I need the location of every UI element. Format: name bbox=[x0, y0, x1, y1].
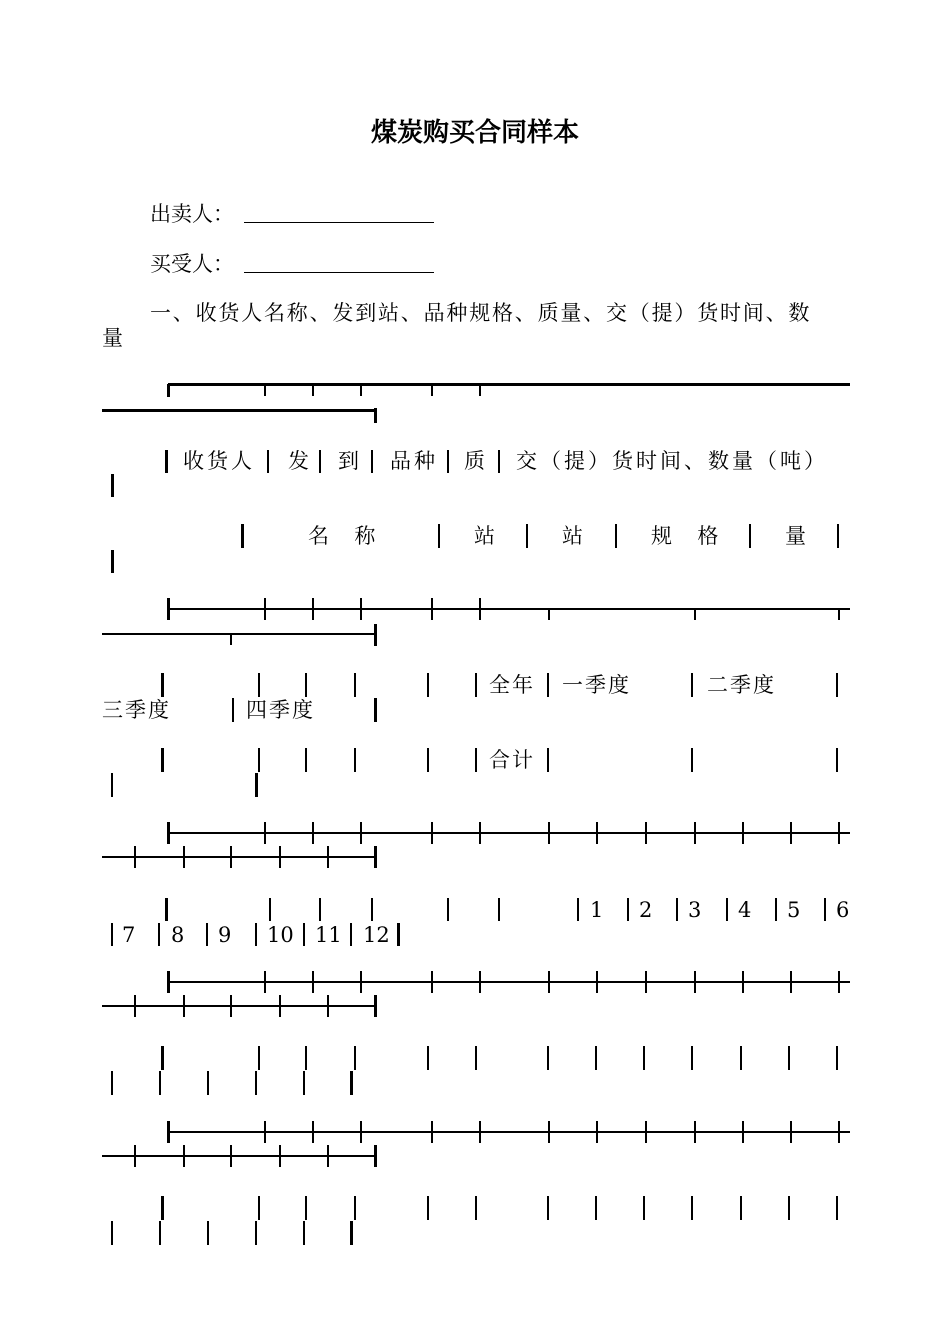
cross-mark bbox=[264, 971, 266, 993]
row-divider-cap bbox=[374, 995, 377, 1017]
cell-divider bbox=[691, 673, 693, 697]
cross-mark bbox=[742, 822, 744, 844]
cell-divider bbox=[438, 524, 440, 548]
cell-divider bbox=[303, 923, 305, 946]
tick-mark bbox=[230, 634, 232, 645]
cell-divider bbox=[258, 1196, 260, 1220]
cell-divider bbox=[475, 673, 477, 697]
cell-divider bbox=[836, 673, 838, 697]
cross-mark bbox=[596, 971, 598, 993]
cell-divider bbox=[159, 1071, 161, 1095]
cell-divider bbox=[255, 1071, 257, 1095]
row-divider-cap bbox=[374, 624, 377, 646]
cross-mark bbox=[548, 971, 550, 993]
cell-divider bbox=[643, 1196, 645, 1220]
cross-mark bbox=[479, 1121, 481, 1143]
cell-divider bbox=[305, 1046, 307, 1070]
cell-divider bbox=[165, 450, 168, 473]
cross-mark bbox=[312, 822, 314, 844]
cross-mark bbox=[264, 1121, 266, 1143]
month-10: 10 bbox=[267, 923, 294, 947]
header-consignee: 收货人 bbox=[183, 449, 255, 473]
cell-divider bbox=[427, 1196, 429, 1220]
cell-divider bbox=[676, 898, 678, 921]
q3-label: 三季度 bbox=[102, 698, 171, 722]
cell-divider bbox=[498, 450, 500, 473]
row-divider bbox=[168, 1131, 850, 1133]
month-12: 12 bbox=[363, 923, 390, 947]
tick-mark bbox=[548, 609, 550, 620]
cell-divider bbox=[788, 1046, 790, 1070]
month-2: 2 bbox=[639, 898, 653, 922]
cell-divider bbox=[427, 748, 429, 772]
cell-divider bbox=[740, 1196, 742, 1220]
cell-divider bbox=[111, 550, 114, 573]
cell-divider bbox=[206, 923, 208, 946]
tick-mark bbox=[838, 609, 840, 620]
cell-divider bbox=[305, 673, 307, 697]
cell-divider bbox=[111, 773, 113, 797]
cross-mark bbox=[327, 846, 329, 868]
cross-mark bbox=[360, 822, 362, 844]
header-dao: 到 bbox=[338, 449, 359, 473]
row-divider bbox=[168, 832, 850, 834]
cell-divider bbox=[447, 450, 449, 473]
buyer-label: 买受人： bbox=[150, 252, 234, 276]
cross-mark bbox=[279, 846, 281, 868]
cross-mark bbox=[327, 1145, 329, 1167]
cell-divider bbox=[165, 898, 168, 921]
cell-divider bbox=[303, 1221, 305, 1245]
cross-mark bbox=[134, 995, 136, 1017]
buyer-blank[interactable] bbox=[244, 272, 434, 273]
cell-divider bbox=[161, 673, 164, 697]
cell-divider bbox=[371, 898, 373, 921]
cell-divider bbox=[111, 1071, 113, 1095]
cross-mark bbox=[742, 1121, 744, 1143]
cross-mark bbox=[431, 971, 433, 993]
tick-mark bbox=[694, 609, 696, 620]
tick-mark bbox=[431, 598, 433, 620]
cell-divider bbox=[547, 1046, 549, 1070]
cell-divider bbox=[319, 898, 321, 921]
cross-mark bbox=[134, 846, 136, 868]
cross-mark bbox=[645, 822, 647, 844]
table-corner bbox=[167, 384, 170, 397]
cross-mark bbox=[183, 1145, 185, 1167]
row-divider bbox=[168, 981, 850, 983]
cell-divider bbox=[397, 923, 400, 946]
header-spec: 规 格 bbox=[651, 524, 723, 548]
cross-mark bbox=[431, 822, 433, 844]
tick-mark bbox=[360, 385, 362, 396]
cell-divider bbox=[305, 748, 307, 772]
cross-mark bbox=[548, 822, 550, 844]
cross-mark bbox=[838, 1121, 840, 1143]
cell-divider bbox=[836, 1196, 838, 1220]
clause-1-wrap: 量 bbox=[102, 326, 123, 350]
month-9: 9 bbox=[218, 923, 232, 947]
total-label: 合计 bbox=[489, 748, 535, 772]
cross-mark bbox=[790, 971, 792, 993]
cell-divider bbox=[255, 923, 257, 946]
cross-mark bbox=[548, 1121, 550, 1143]
cell-divider bbox=[350, 1221, 353, 1245]
table-top-border bbox=[168, 383, 850, 386]
cell-divider bbox=[595, 1046, 597, 1070]
cell-divider bbox=[111, 474, 114, 497]
cross-mark bbox=[838, 971, 840, 993]
cell-divider bbox=[691, 1196, 693, 1220]
month-3: 3 bbox=[688, 898, 702, 922]
cell-divider bbox=[837, 524, 839, 548]
cell-divider bbox=[258, 748, 260, 772]
cross-mark bbox=[479, 971, 481, 993]
cell-divider bbox=[161, 1046, 164, 1070]
table-top-border-wrap bbox=[102, 409, 375, 412]
table-corner bbox=[374, 408, 377, 423]
cell-divider bbox=[643, 1046, 645, 1070]
cell-divider bbox=[740, 1046, 742, 1070]
cell-divider bbox=[350, 923, 352, 946]
tick-mark bbox=[360, 598, 362, 620]
cell-divider bbox=[447, 898, 449, 921]
cell-divider bbox=[255, 1221, 257, 1245]
tick-mark bbox=[312, 598, 314, 620]
cell-divider bbox=[354, 748, 356, 772]
header-fa: 发 bbox=[288, 449, 309, 473]
cell-divider bbox=[691, 748, 693, 772]
cell-divider bbox=[577, 898, 579, 921]
cell-divider bbox=[627, 898, 629, 921]
cross-mark bbox=[742, 971, 744, 993]
cell-divider bbox=[824, 898, 826, 921]
cross-mark bbox=[596, 822, 598, 844]
tick-mark bbox=[264, 598, 266, 620]
cell-divider bbox=[161, 1196, 164, 1220]
cross-mark bbox=[279, 1145, 281, 1167]
month-4: 4 bbox=[738, 898, 752, 922]
cell-divider bbox=[319, 450, 321, 473]
cell-divider bbox=[111, 923, 113, 946]
cross-mark bbox=[264, 822, 266, 844]
cell-divider bbox=[547, 748, 549, 772]
seller-blank[interactable] bbox=[244, 222, 434, 223]
cross-mark bbox=[134, 1145, 136, 1167]
row-divider-cap bbox=[167, 1121, 170, 1143]
cell-divider bbox=[371, 450, 373, 473]
month-5: 5 bbox=[787, 898, 801, 922]
cross-mark bbox=[431, 1121, 433, 1143]
row-divider-cap bbox=[167, 971, 170, 993]
cross-mark bbox=[479, 822, 481, 844]
seller-label: 出卖人： bbox=[150, 202, 234, 226]
cross-mark bbox=[694, 822, 696, 844]
cross-mark bbox=[645, 971, 647, 993]
tick-mark bbox=[479, 598, 481, 620]
tick-mark bbox=[479, 385, 481, 396]
header-variety: 品种 bbox=[390, 449, 438, 473]
row-divider bbox=[168, 608, 850, 610]
header-station-2: 站 bbox=[562, 524, 583, 548]
cross-mark bbox=[183, 995, 185, 1017]
clause-1: 一、收货人名称、发到站、品种规格、质量、交（提）货时间、数 bbox=[150, 301, 812, 325]
header-name: 名 称 bbox=[308, 524, 380, 548]
cross-mark bbox=[230, 1145, 232, 1167]
cross-mark bbox=[327, 995, 329, 1017]
tick-mark bbox=[312, 385, 314, 396]
cell-divider bbox=[427, 673, 429, 697]
header-station-1: 站 bbox=[474, 524, 495, 548]
month-7: 7 bbox=[122, 923, 136, 947]
month-1: 1 bbox=[590, 898, 604, 922]
cell-divider bbox=[547, 673, 549, 697]
cell-divider bbox=[595, 1196, 597, 1220]
header-liang: 量 bbox=[785, 524, 806, 548]
q2-label: 二季度 bbox=[707, 673, 776, 697]
cell-divider bbox=[475, 1046, 477, 1070]
month-6: 6 bbox=[836, 898, 850, 922]
cell-divider bbox=[788, 1196, 790, 1220]
cell-divider bbox=[775, 898, 777, 921]
row-divider-wrap bbox=[102, 633, 375, 635]
cell-divider bbox=[255, 773, 258, 797]
cross-mark bbox=[183, 846, 185, 868]
cell-divider bbox=[303, 1071, 305, 1095]
cell-divider bbox=[207, 1071, 209, 1095]
cell-divider bbox=[258, 1046, 260, 1070]
cell-divider bbox=[161, 748, 164, 772]
cell-divider bbox=[615, 524, 617, 548]
cell-divider bbox=[241, 524, 244, 548]
header-delivery: 交（提）货时间、数量（吨） bbox=[516, 449, 828, 473]
cross-mark bbox=[360, 1121, 362, 1143]
cell-divider bbox=[158, 923, 160, 946]
cell-divider bbox=[159, 1221, 161, 1245]
cell-divider bbox=[475, 1196, 477, 1220]
cell-divider bbox=[726, 898, 728, 921]
cell-divider bbox=[269, 898, 271, 921]
cross-mark bbox=[838, 822, 840, 844]
cell-divider bbox=[374, 698, 377, 722]
q1-label: 一季度 bbox=[562, 673, 631, 697]
header-quality: 质 bbox=[464, 449, 485, 473]
cell-divider bbox=[258, 673, 260, 697]
cell-divider bbox=[354, 673, 356, 697]
cell-divider bbox=[547, 1196, 549, 1220]
row-divider-cap bbox=[167, 598, 170, 620]
cell-divider bbox=[111, 1221, 113, 1245]
row-divider-wrap bbox=[102, 856, 375, 858]
cross-mark bbox=[645, 1121, 647, 1143]
cell-divider bbox=[836, 1046, 838, 1070]
month-11: 11 bbox=[315, 923, 342, 947]
cross-mark bbox=[312, 1121, 314, 1143]
cell-divider bbox=[691, 1046, 693, 1070]
cross-mark bbox=[279, 995, 281, 1017]
cross-mark bbox=[360, 971, 362, 993]
full-year-label: 全年 bbox=[489, 673, 535, 697]
document-title: 煤炭购买合同样本 bbox=[370, 118, 579, 148]
q4-label: 四季度 bbox=[246, 698, 315, 722]
row-divider-wrap bbox=[102, 1155, 375, 1157]
row-divider-cap bbox=[167, 822, 170, 844]
month-8: 8 bbox=[171, 923, 185, 947]
cross-mark bbox=[596, 1121, 598, 1143]
tick-mark bbox=[264, 385, 266, 396]
cell-divider bbox=[305, 1196, 307, 1220]
cell-divider bbox=[526, 524, 528, 548]
cell-divider bbox=[232, 698, 234, 722]
cell-divider bbox=[498, 898, 500, 921]
cell-divider bbox=[350, 1071, 353, 1095]
cross-mark bbox=[790, 1121, 792, 1143]
row-divider-cap bbox=[374, 846, 377, 868]
cell-divider bbox=[749, 524, 751, 548]
row-divider-cap bbox=[374, 1145, 377, 1167]
cross-mark bbox=[790, 822, 792, 844]
cell-divider bbox=[836, 748, 838, 772]
cell-divider bbox=[354, 1046, 356, 1070]
cell-divider bbox=[207, 1221, 209, 1245]
cell-divider bbox=[475, 748, 477, 772]
cell-divider bbox=[267, 450, 269, 473]
cell-divider bbox=[354, 1196, 356, 1220]
cross-mark bbox=[230, 995, 232, 1017]
cell-divider bbox=[427, 1046, 429, 1070]
cross-mark bbox=[694, 1121, 696, 1143]
cross-mark bbox=[694, 971, 696, 993]
row-divider-wrap bbox=[102, 1005, 375, 1007]
cross-mark bbox=[312, 971, 314, 993]
tick-mark bbox=[431, 385, 433, 396]
cross-mark bbox=[230, 846, 232, 868]
